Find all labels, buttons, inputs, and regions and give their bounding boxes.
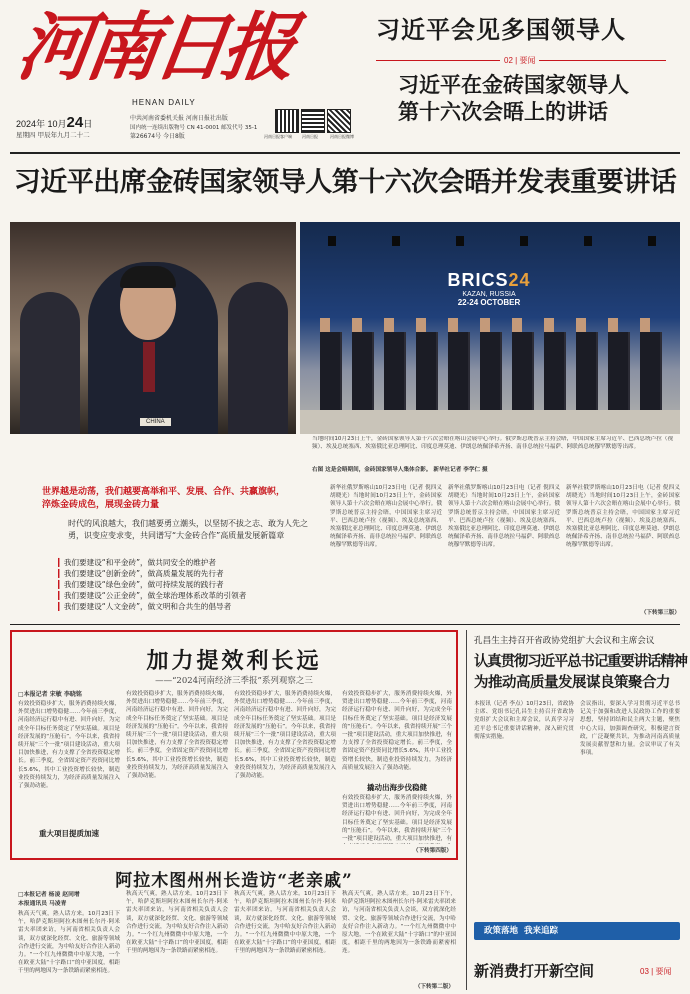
lead-body-col-1: 新华社俄罗斯喀山10月23日电（记者 倪四义 胡晓光）当地时间10月23日上午，金砖国家领导人第十六次会晤在喀山会展中心举行。俄罗斯总统普京主持会晤，中国国家主席习近平、巴西总统卢拉（视频）、埃及总统塞西、埃塞俄比亚总理阿比、印度总理莫迪、伊朗总统佩泽希齐扬、南非总统拉马福萨、阿联酋总统穆罕默德等出席。 xyxy=(330,485,442,549)
leaders-heads xyxy=(320,318,670,332)
right-bottom-headline: 新消费打开新空间 xyxy=(474,962,595,980)
bottom-byline: □本报记者 杨凌 赵同增 xyxy=(18,892,80,898)
tie xyxy=(143,342,155,392)
publisher-line: 中共河南省委机关报 河南日报社出版 xyxy=(130,115,228,122)
qr-code xyxy=(302,110,324,132)
lead-photo-xi xyxy=(10,222,296,434)
brics-banner: BRICS24 KAZAN, RUSSIA 22-24 OCTOBER xyxy=(447,270,531,307)
feature-subhead: 撬动出海步伐稳健 xyxy=(367,783,427,792)
policy-banner: 政策落地 我来追踪 xyxy=(474,922,680,940)
feature-col-5: 有效投资稳步扩大，服务消费持续火爆，外贸进出口增势稳健……今年前三季度，河南经济运行稳中有进、回升向好，为完成全年目标任务奠定了坚实基础。项目是经济发展的“压舱石”。今年以来，我省持续开展“三个一批”项目建设活动，重大项目加快推进，有 xyxy=(342,795,452,843)
newspaper-logo: 河南日报 xyxy=(11,5,297,91)
qr-caption: 河南日报 xyxy=(302,134,318,139)
bottom-col-1: 秋高天气爽，熟人话方来。10月23日下午，哈萨克斯坦阿拉木图州长尔丹·阿米雷夫率团来访，与河南省相关负责人会谈，双方就深化经贸、文化、旅游等领域合作进行交流，为中哈友好合作注入新动力。“一个红九州微微中中原大地，一个在欧亚大陆“十字路口”的中亚国度，相距千里的两地因为一条铁路而紧密相连。 xyxy=(18,911,120,975)
qr-caption: 河南日报微博 xyxy=(330,134,354,139)
feature-byline: □本报记者 宋敏 李晓铭 xyxy=(18,691,82,698)
point-item: ▎我们要建设“绿色金砖”，做可持续发展的践行者 xyxy=(58,580,224,589)
right-col-1: 本报讯（记者 李点）10月23日，省政协主席、党组书记孔昌生主持召开省政协党组扩大会议和主席会议，认真学习习近平总书记重要讲话精神，深入研究贯彻落实措施。 xyxy=(474,701,574,740)
right-kicker: 孔昌生主持召开省政协党组扩大会议和主席会议 xyxy=(474,636,655,646)
page-reference: 03 | 要闻 xyxy=(640,967,672,976)
point-item: ▎我们要建设“人文金砖”，做文明和合共生的倡导者 xyxy=(58,602,232,611)
lead-headline: 习近平出席金砖国家领导人第十六次会晤并发表重要讲话 xyxy=(13,167,677,198)
bottom-col-3: 秋高天气爽，熟人话方来。10月23日下午，哈萨克斯坦阿拉木图州长尔丹·阿米雷夫率团来访，与河南省相关负责人会谈，双方就深化经贸、文化、旅游等领域合作进行交流，为中哈友好合作注入新动力。“一个红九州微微中中原大地，一个在欧亚大陆“十字路口”的中亚国度，相距千里的两地因为一条铁路而紧密相连。 xyxy=(234,891,336,955)
lunar-date: 星期四 甲辰年九月二十二 xyxy=(16,131,90,139)
top-headline-1: 习近平会见多国领导人 xyxy=(376,16,626,44)
background-person xyxy=(20,292,80,434)
quote-body: 时代的风浪越大，我们越要勇立潮头，以坚韧不拔之志、敢为人先之勇，识变应变求变，共同谱写“大金砖合作”高质量发展新篇章 xyxy=(68,519,308,540)
feature-title: 加力提效利长远 xyxy=(146,648,322,674)
continued-note: （下转第二版） xyxy=(414,984,454,990)
continued-note: （下转第四版） xyxy=(412,848,452,854)
masthead xyxy=(10,6,680,154)
feature-col-1: 有效投资稳步扩大，服务消费持续火爆，外贸进出口增势稳健……今年前三季度，河南经济运行稳中有进、回升向好，为完成全年目标任务奠定了坚实基础。项目是经济发展的“压舱石”。今年以来，我省持续开展“三个一批”项目建设活动，重大项目加快推进，有力支撑了全省投资稳定增长。前三季度，全省固定资产投资同比增长5.6%，其中工业投资增长较快，制造业投资持续发力，为经济高质量发展注入了强劲动能。 xyxy=(18,701,120,790)
column-divider xyxy=(466,630,467,990)
person-hair xyxy=(120,266,176,288)
date-day: 24 xyxy=(66,114,84,131)
issue-number: 第26674号 今日8版 xyxy=(130,133,185,140)
lead-body-col-2: 新华社俄罗斯喀山10月23日电（记者 倪四义 胡晓光）当地时间10月23日上午，金砖国家领导人第十六次会晤在喀山会展中心举行。俄罗斯总统普京主持会晤，中国国家主席习近平、巴西总统卢拉（视频）、埃及总统塞西、埃塞俄比亚总理阿比、印度总理莫迪、伊朗总统佩泽希齐扬、南非总统拉马福萨、阿联酋总统穆罕默德等出席。 xyxy=(448,485,560,549)
group-photo xyxy=(300,222,680,434)
photo-credit: 右图 这是会晤期间，金砖国家领导人集体合影。 新华社记者 李学仁 摄 xyxy=(312,467,488,473)
divider xyxy=(10,624,680,625)
qr-code xyxy=(328,110,350,132)
bottom-col-2: 秋高天气爽，熟人话方来。10月23日下午，哈萨克斯坦阿拉木图州长尔丹·阿米雷夫率团来访，与河南省相关负责人会谈，双方就深化经贸、文化、旅游等领域合作进行交流，为中哈友好合作注入新动力。“一个红九州微微中中原大地，一个在欧亚大陆“十字路口”的中亚国度，相距千里的两地因为一条铁路而紧密相连。 xyxy=(126,891,228,955)
continued-note: （下转第三版） xyxy=(640,610,680,616)
top-headline-2: 习近平在金砖国家领导人 第十六次会晤上的讲话 xyxy=(398,73,629,124)
divider xyxy=(10,152,680,154)
point-item: ▎我们要建设“公正金砖”，做全球治理体系改革的引领者 xyxy=(58,591,247,600)
page-reference: 02 | 要闻 xyxy=(500,55,539,66)
bottom-byline: 本报通讯员 马凌青 xyxy=(18,901,67,907)
bottom-headline: 阿拉木图州州长造访“老亲戚” xyxy=(115,871,353,891)
masthead-date: 2024年 10月24日 xyxy=(16,114,93,131)
qr-code xyxy=(276,110,298,132)
serial-line: 国内统一连续出版物号 CN 41-0001 邮发代号 35-1 xyxy=(130,125,258,131)
stage-lights xyxy=(300,236,680,246)
masthead-pinyin: HENAN DAILY xyxy=(132,98,196,107)
point-item: ▎我们要建设“创新金砖”，做高质量发展的先行者 xyxy=(58,569,224,578)
feature-subhead: 重大项目提质加速 xyxy=(39,829,99,838)
bottom-col-4: 秋高天气爽，熟人话方来。10月23日下午，哈萨克斯坦阿拉木图州长尔丹·阿米雷夫率团来访，与河南省相关负责人会谈，双方就深化经贸、文化、旅游等领域合作进行交流，为中哈友好合作注入新动力。“一个红九州微微中中原大地，一个在欧亚大陆“十字路口”的中亚国度，相距千里的两地因为一条铁路而紧密相连。 xyxy=(342,891,456,955)
stage-floor xyxy=(300,410,680,434)
qr-caption: 河南日报客户端 xyxy=(264,134,292,139)
lead-body-col-3: 新华社俄罗斯喀山10月23日电（记者 倪四义 胡晓光）当地时间10月23日上午，金砖国家领导人第十六次会晤在喀山会展中心举行。俄罗斯总统普京主持会晤，中国国家主席习近平、巴西总统卢拉（视频）、埃及总统塞西、埃塞俄比亚总理阿比、印度总理莫迪、伊朗总统佩泽希齐扬、南非总统拉马福萨、阿联酋总统穆罕默德等出席。 xyxy=(566,485,680,549)
feature-col-4: 有效投资稳步扩大，服务消费持续火爆，外贸进出口增势稳健……今年前三季度，河南经济运行稳中有进、回升向好，为完成全年目标任务奠定了坚实基础。项目是经济发展的“压舱石”。今年以来，我省持续开展“三个一批”项目建设活动，重大项目加快推进，有力支撑了全省投资稳定增长。前三季度，全省固定资产投资同比增长5.6%，其中工业投资增长较快，制造业投资持续发力，为经济高质量发展注入了强劲动能。 xyxy=(342,691,452,771)
feature-subtitle: ——“2024河南经济三季报”系列观察之三 xyxy=(155,676,313,686)
key-points xyxy=(58,557,324,612)
feature-col-2: 有效投资稳步扩大，服务消费持续火爆，外贸进出口增势稳健……今年前三季度，河南经济运行稳中有进、回升向好，为完成全年目标任务奠定了坚实基础。项目是经济发展的“压舱石”。今年以来，我省持续开展“三个一批”项目建设活动，重大项目加快推进，有力支撑了全省投资稳定增长。前三季度，全省固定资产投资同比增长5.6%，其中工业投资增长较快，制造业投资持续发力，为经济高质量发展注入了强劲动能。 xyxy=(126,691,228,780)
pull-quote: 世界越是动荡，我们越要高举和平、发展、合作、共赢旗帜， 淬炼金砖成色，展现金砖力量 xyxy=(42,487,286,510)
nameplate: CHINA xyxy=(140,418,171,426)
right-col-2: 会议指出，要深入学习贯彻习近平总书记关于加强和改进人民政协工作的重要思想，坚持团结和民主两大主题，聚焦中心大局，加强调查研究，积极建言资政，广泛凝聚共识，为推动河南高质量发展贡献智慧和力量。会议审议了有关事项。 xyxy=(580,701,680,757)
background-person xyxy=(228,282,288,434)
point-item: ▎我们要建设“和平金砖”，做共同安全的维护者 xyxy=(58,558,216,567)
feature-col-3: 有效投资稳步扩大，服务消费持续火爆，外贸进出口增势稳健……今年前三季度，河南经济运行稳中有进、回升向好，为完成全年目标任务奠定了坚实基础。项目是经济发展的“压舱石”。今年以来，我省持续开展“三个一批”项目建设活动，重大项目加快推进，有力支撑了全省投资稳定增长。前三季度，全省固定资产投资同比增长5.6%，其中工业投资增长较快，制造业投资持续发力，为经济高质量发展注入了强劲动能。 xyxy=(234,691,336,780)
right-headline: 认真贯彻习近平总书记重要讲话精神 为推动高质量发展谋良策聚合力 xyxy=(474,654,687,691)
photo-caption: 当地时间10月23日上午，金砖国家领导人第十六次会晤在喀山会展中心举行。俄罗斯总统普京主持会晤，中国国家主席习近平、巴西总统卢拉（视频）、埃及总统塞西、埃塞俄比亚总理阿比、印度总理莫迪、伊朗总统佩泽希齐扬、南非总统拉马福萨、阿联酋总统穆罕默德等出席。 xyxy=(312,436,674,450)
